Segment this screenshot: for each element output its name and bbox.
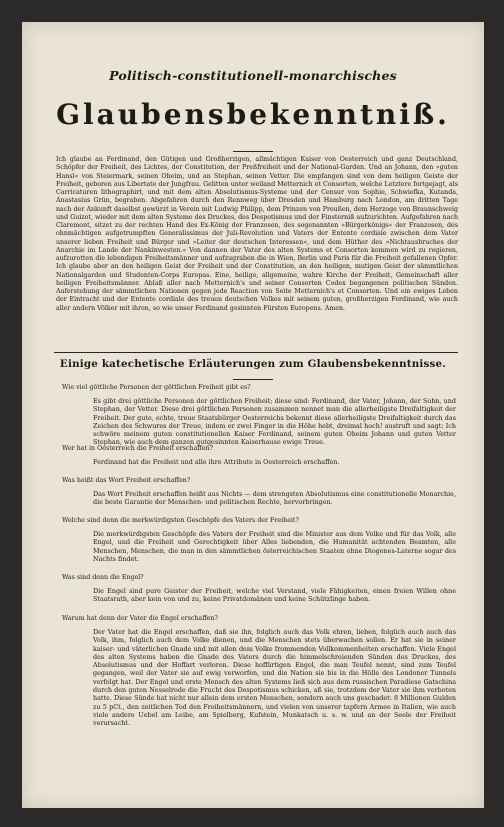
document-heading: Politisch-constitutionell-monarchisches (109, 68, 397, 83)
answer-6: Der Vater hat die Engel erschaffen, daß sie ihn, folglich auch das Volk ehren, lieben, folglich auch auch das Volk, ihm, folglich auch dem Volke dienen, und die Menschen stets überwachen sollen. Er hat sie in seiner kaiser- und väterlichen Gnade und mit allen dem Volke frommenden Vollkommenheiten erschaffen. Viele Engel des alten Systems haben die Gnade des Vaters durch die himmelschreienden Sünden des Druckes, des Absolutismus und der Hoffart verloren. Diese hoffärtigen Engel, die man Teufel nennt, sind zum Teufel gegangen, weil der Vater sie auf ewig verworfen, und die Nation sie bis in die Hölle des Londoner Tunnels verfolgt hat. Der Engel und erste Mensch des alten Systems ließ sich aus dem russischen Paradiese Gatschina durch den guten Nesselrode die Frucht des Despotismus schicken, aß sie, trotzdem der Vater sie ihm verboten hatte. Diese Sünde hat nicht nur allein dem ersten Menschen, sondern auch uns geschadet: 8 Millionen Gulden zu 5 pCt., den zeitlichen Tod den Freiheitsmännern, und vielen von unserer tapfern Armee in Italien, wie auch viele andere Uebel am Leibe, am Spielberg, Kufstein, Munkatsch u. s. w. und an der Seele der Freiheit verursacht. (93, 628, 456, 728)
answer-2: Ferdinand hat die Freiheit und alle ihre Attribute in Oesterreich erschaffen. (93, 458, 340, 466)
question-5: Was sind denn die Engel? (62, 574, 144, 581)
question-4: Welche sind denn die merkwürdigsten Geschöpfe des Vaters der Freiheit? (62, 517, 299, 524)
divider-rule (233, 379, 273, 380)
divider-rule (233, 151, 273, 152)
section-subheading: Einige katechetische Erläuterungen zum Glaubensbekenntnisse. (59, 358, 447, 370)
broadsheet-page (22, 22, 484, 808)
question-6: Warum hat denn der Vater die Engel erschaffen? (62, 615, 218, 622)
question-2: Wer hat in Oesterreich die Freiheit erschaffen? (62, 445, 213, 452)
answer-1: Es gibt drei göttliche Personen der göttlichen Freiheit; diese sind: Ferdinand, der Vater, Johann, der Sohn, und Stephan, der Vetter. Diese drei göttlichen Personen zusammen nennet man die allerheiligste Dreifaltigkeit der Freiheit. Der gute, echte, treue Staatsbürger Oesterreichs bekennt diese allerheiligste Dreifaltigkeit durch das Zeichen des Schwures der Treue, indem er zwei Finger in die Höhe hebt, dreimal hoch! austruft und sagt: Ich schwöre meinem guten constitutionellen Kaiser Ferdinand, seinem guten Oheim Johann und guten Vetter Stephan, wie auch dem ganzen gutgesinnten Kaiserhause ewige Treue. (93, 397, 456, 447)
document-title: Glaubensbekenntniß. (56, 98, 450, 131)
answer-5: Die Engel sind pure Geister der Freiheit, welche viel Verstand, viele Fähigkeiten, einen freien Willen ohne Staatsrath, aber kein von und zu, keine Privatdomänen und keine Schützlinge haben. (93, 587, 456, 604)
answer-3: Das Wort Freiheit erschaffen heißt aus Nichts — dem strengsten Absolutismus eine constitutionelle Monarchie, die beste Garantie der Menschen- und politischen Rechte, hervorbringen. (93, 490, 456, 507)
question-1: Wie viel göttliche Personen der göttlichen Freiheit gibt es? (62, 384, 251, 391)
section-divider (54, 352, 458, 353)
creed-paragraph: Ich glaube an Ferdinand, den Gütigen und Großherzigen, allmächtigen Kaiser von Oesterreich und ganz Deutschland, Schöpfer der Freiheit, des Lichtes, der Constitution, der Preßfreiheit und der National-Garden. Und an Johann, den »guten Hansl« von Steiermark, seinen Oheim, und an Stephan, seinen Vetter. Die empfangen sind von dem heiligen Geiste der Freiheit, geboren aus Libertate der Jungfrau. Gelitten unter weiland Metternich et Consorten, welche Letztere fortgejagt, als Carricaturen lithographirt, und mit dem alten Absolutismus-Systeme und der Censur von Sophie, Schwiefka, Kutanda, Anastasius Grün, begraben. Abgefahren durch den Rennweg über Dresden und Hamburg nach London, am dritten Tage nach der Ankunft daselbst gewürzt in Verein mit Ludwig Philipp, dem Prinzen von Preußen, dem Herzoge von Braunschweig und Guizot, wieder mit dem alten Systeme des Druckes, des Despotismus und der Finsterniß aufzurichten. Aufgefahren nach Claremont, sitzet zu der rechten Hand des Ex-König der Franzosen, des sogenannten »Bürgerkönigs« der Franzosen, des ohnmächtigen aufgetrumpften Generalissimus der Juli-Revolution und Vaters der Entente cordiale zwischen dem Vater unserer lieben Freiheit und Bürger und »Leiter der deutschen Interessen«, und dem Hüther des »Nichtausbruches der Anarchie im Lande der Nankinwesten.« Von dannen der Vater des alten Systems et Consorten kommen wird zu regieren, aufzurotten die lebendigen Freiheitsmänner und aufzugraben die in Wien, Berlin und Paris für die Freiheit gefallenen Opfer. Ich glaube aber an den heiligen Geist der Freiheit und der Constitution, an den heiligen, mutigen Geist der sämmtlichen Nationalgarden und Studenten-Corps Europas. Eine, heilige, allgemeine, wahre Kirche der Freiheit, Gemeinschaft aller heiligen Freiheitsmänner. Ablaß aller nach Metternich's und seiner Consorten Codex begangenen politischen Sünden. Auferstehung der sämmtlichen Nationen gegen jede Reaction von Seite Metternich's et Consorten. Und ein ewiges Leben der Eintracht und der Entente cordiale des treuen deutschen Volkes mit seinem guten, großherzigen Ferdinand, wie auch aller andern Völker mit ihren, so wie unser Ferdinand gesinnten Fürsten Europens. Amen. (56, 156, 458, 312)
question-3: Was heißt das Wort Freiheit erschaffen? (62, 477, 191, 484)
answer-4: Die merkwürdigsten Geschöpfe des Vaters der Freiheit sind die Minister aus dem Volke und für das Volk, alle Engel, und die Freiheit und Gerechtigkeit über Alles liebenden, die Humanität achtenden Beamten, alle Menschen, Menschen, die man in den sämmtlichen österreichischen Staaten ohne Diogenes-Laterne sogar des Nachts findet. (93, 530, 456, 563)
